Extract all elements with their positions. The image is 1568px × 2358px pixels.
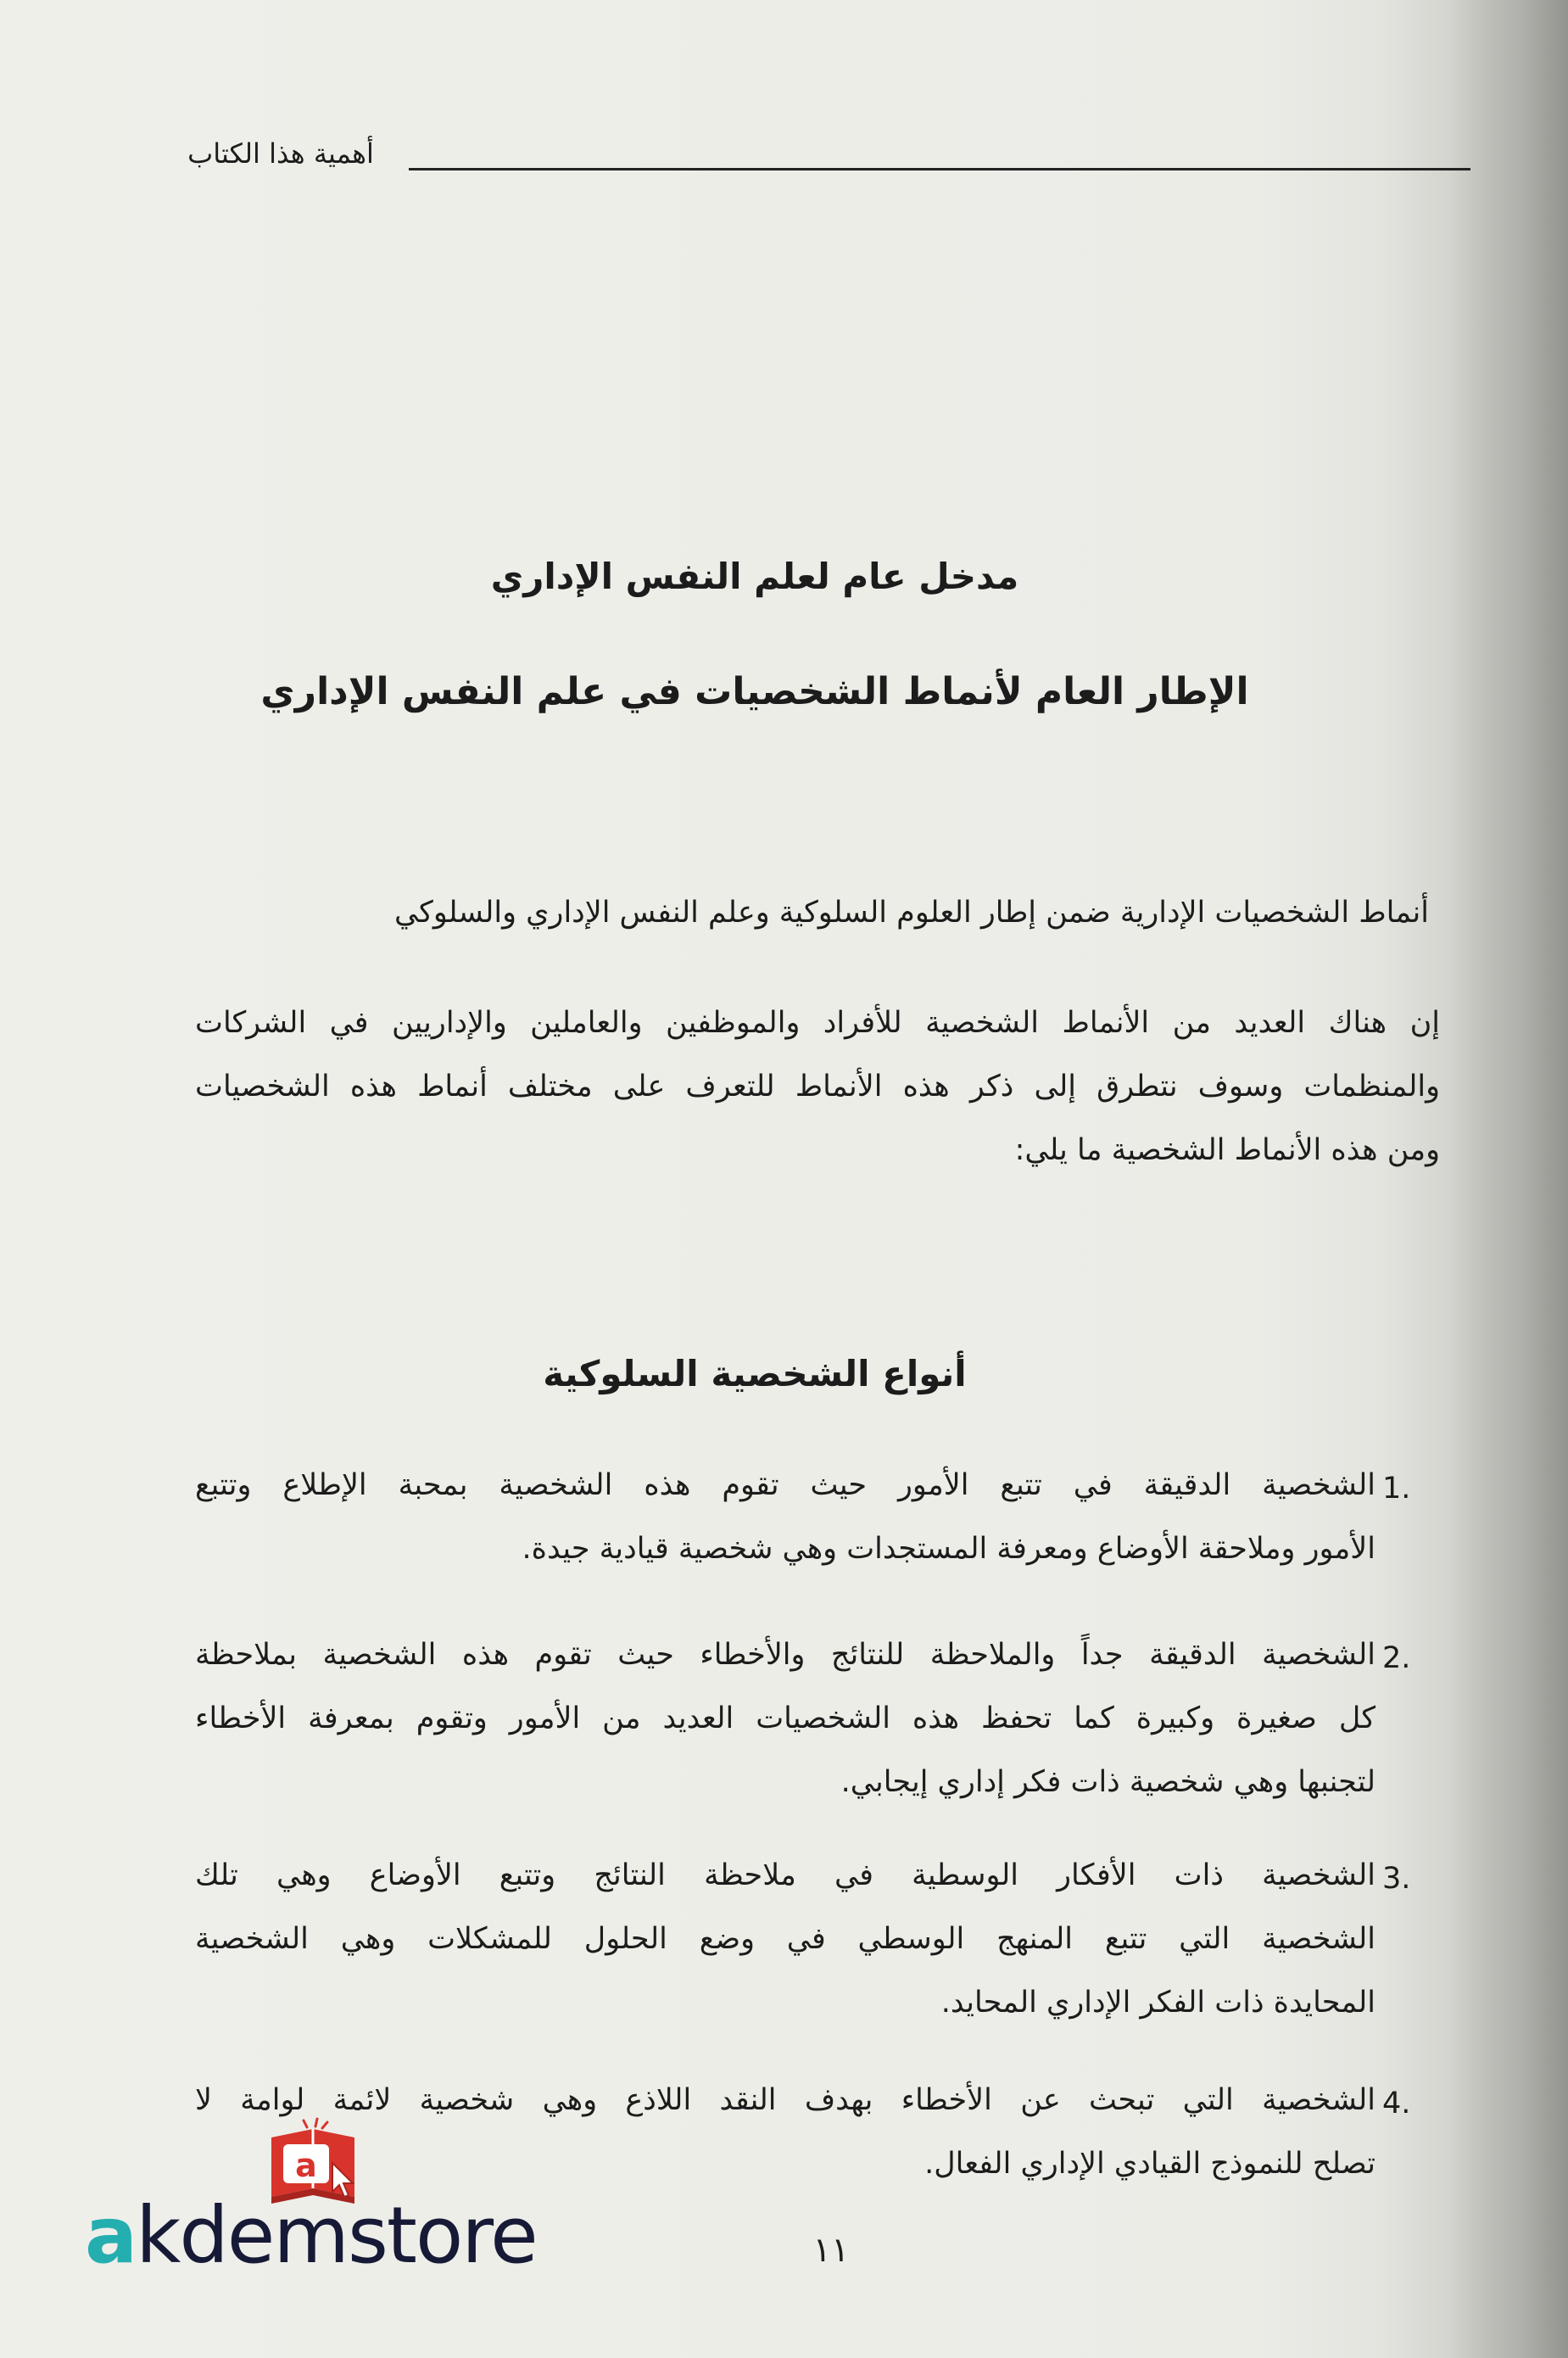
logo-letters-rest: kdemstore bbox=[136, 2190, 537, 2281]
list-item-number: 1. bbox=[1382, 1472, 1411, 1506]
store-logo-wordmark bbox=[85, 2190, 537, 2281]
list-item-number: 3. bbox=[1382, 1862, 1411, 1896]
intro-line: ومن هذه الأنماط الشخصية ما يلي: bbox=[1014, 1133, 1440, 1167]
list-item-line: لتجنبها وهي شخصية ذات فكر إداري إيجابي. bbox=[840, 1765, 1375, 1799]
chapter-title: مدخل عام لعلم النفس الإداري bbox=[490, 556, 1019, 597]
page-number: ١١ bbox=[812, 2231, 850, 2270]
list-item-number: 4. bbox=[1382, 2087, 1411, 2121]
list-item-line: الشخصية ذات الأفكار الوسطية في ملاحظة النتائج وتتبع الأوضاع وهي تلك bbox=[195, 1858, 1375, 1892]
list-item-line: الشخصية الدقيقة جداً والملاحظة للنتائج والأخطاء حيث تقوم هذه الشخصية بملاحظة bbox=[195, 1638, 1375, 1672]
list-item-line: تصلح للنموذج القيادي الإداري الفعال. bbox=[924, 2147, 1375, 2181]
header-rule bbox=[409, 168, 1470, 170]
intro-heading: أنماط الشخصيات الإدارية ضمن إطار العلوم السلوكية وعلم النفس الإداري والسلوكي bbox=[394, 896, 1429, 930]
list-item-line: الشخصية التي تبحث عن الأخطاء بهدف النقد اللاذع وهي شخصية لائمة لوامة لا bbox=[195, 2083, 1375, 2117]
page-gutter-shadow bbox=[1449, 0, 1568, 2358]
svg-text:a: a bbox=[295, 2147, 317, 2184]
intro-line: إن هناك العديد من الأنماط الشخصية للأفراد والموظفين والعاملين والإداريين في الشركات bbox=[195, 1006, 1440, 1040]
running-header: أهمية هذا الكتاب bbox=[187, 137, 374, 170]
list-item-line: الشخصية التي تتبع المنهج الوسطي في وضع الحلول للمشكلات وهي الشخصية bbox=[195, 1922, 1375, 1956]
list-item-number: 2. bbox=[1382, 1641, 1411, 1675]
logo-letter-a: a bbox=[85, 2190, 137, 2281]
list-item-line: المحايدة ذات الفكر الإداري المحايد. bbox=[940, 1986, 1375, 2020]
intro-line: والمنظمات وسوف نتطرق إلى ذكر هذه الأنماط للتعرف على مختلف أنماط هذه الشخصيات bbox=[195, 1070, 1440, 1104]
section-heading: أنواع الشخصية السلوكية bbox=[543, 1353, 967, 1394]
chapter-subtitle: الإطار العام لأنماط الشخصيات في علم النفس الإداري bbox=[260, 670, 1249, 713]
list-item-line: الشخصية الدقيقة في تتبع الأمور حيث تقوم هذه الشخصية بمحبة الإطلاع وتتبع bbox=[195, 1468, 1375, 1502]
list-item-line: كل صغيرة وكبيرة كما تحفظ هذه الشخصيات العديد من الأمور وتقوم بمعرفة الأخطاء bbox=[195, 1701, 1375, 1735]
list-item-line: الأمور وملاحقة الأوضاع ومعرفة المستجدات وهي شخصية قيادية جيدة. bbox=[522, 1532, 1375, 1566]
